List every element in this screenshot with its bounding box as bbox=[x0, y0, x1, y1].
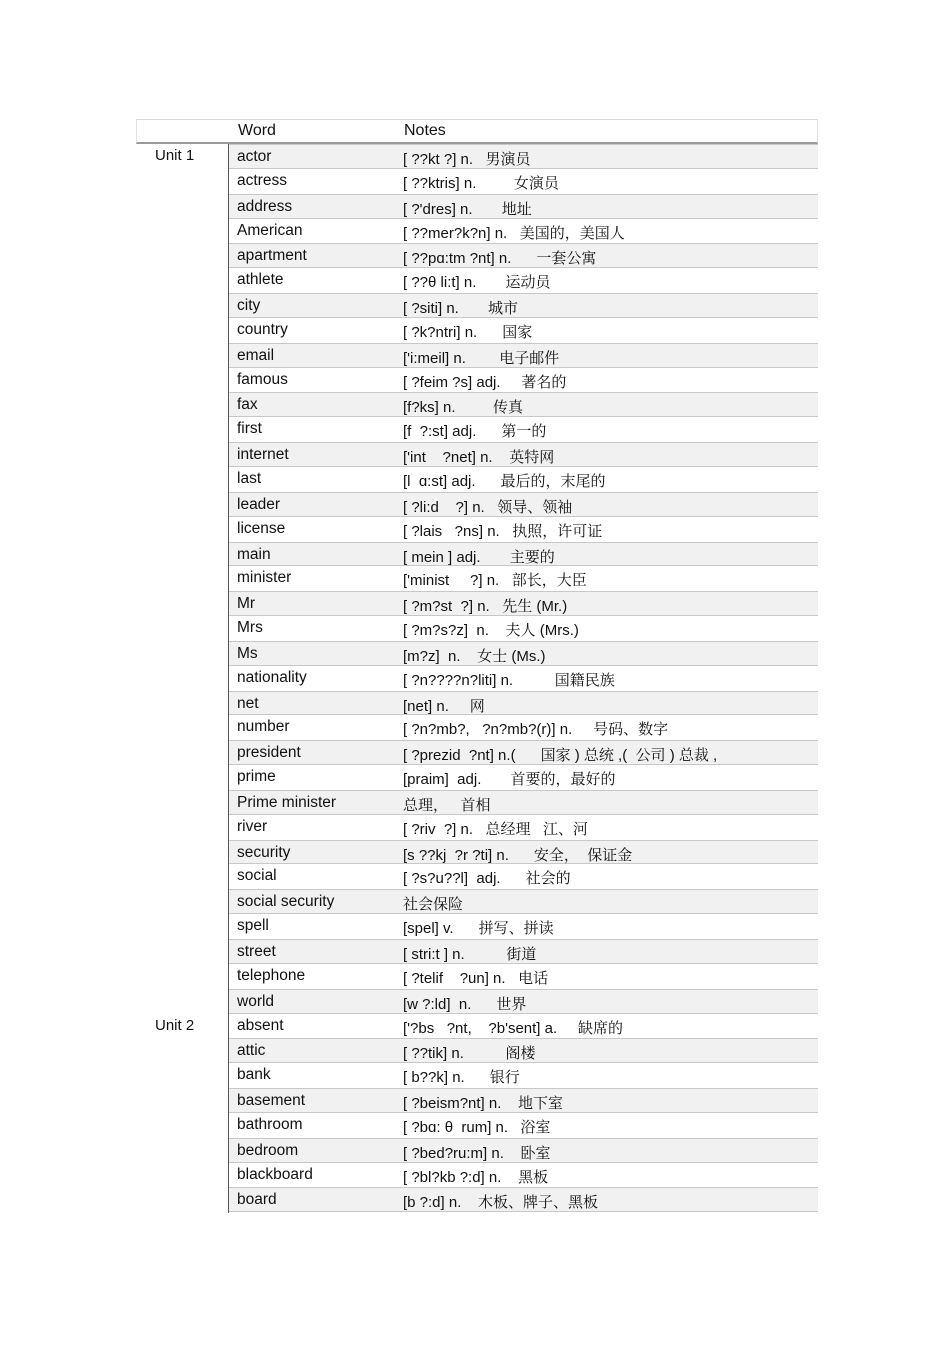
word-cell: number bbox=[237, 718, 290, 736]
notes-cell: [l ɑ:st] adj. 最后的，末尾的 bbox=[403, 472, 606, 490]
notes-cell: [s ??kj ?r ?ti] n. 安全， 保证金 bbox=[403, 846, 633, 864]
word-cell: first bbox=[237, 420, 262, 438]
word-cell: fax bbox=[237, 396, 258, 414]
word-cell: license bbox=[237, 519, 286, 537]
notes-cell: ['int ?net] n. 英特网 bbox=[403, 449, 555, 467]
word-cell: leader bbox=[237, 495, 281, 513]
table-row bbox=[229, 914, 818, 939]
word-cell: social bbox=[237, 867, 277, 885]
word-cell: last bbox=[237, 469, 262, 487]
notes-cell: [ ?riv ?] n. 总经理 江、河 bbox=[403, 820, 589, 838]
table-row bbox=[229, 1038, 818, 1063]
word-cell: American bbox=[237, 221, 303, 239]
table-row bbox=[229, 194, 818, 219]
notes-cell: ['?bs ?nt, ?b'sent] a. 缺席的 bbox=[403, 1019, 623, 1037]
table-row bbox=[229, 566, 818, 591]
table-row bbox=[229, 417, 818, 442]
table-row bbox=[229, 243, 818, 268]
table-row bbox=[229, 790, 818, 815]
table-row bbox=[229, 368, 818, 393]
table-row bbox=[229, 1163, 818, 1188]
notes-cell: [ ??kt ?] n. 男演员 bbox=[403, 151, 531, 168]
notes-cell: [ ?siti] n. 城市 bbox=[403, 300, 519, 318]
table-row bbox=[229, 318, 818, 343]
table-row bbox=[229, 1187, 818, 1212]
notes-cell: [f ?:st] adj. 第一的 bbox=[403, 423, 547, 441]
notes-cell: 总理， 首相 bbox=[403, 796, 491, 814]
notes-cell: [ ?bed?ru:m] n. 卧室 bbox=[403, 1144, 551, 1162]
notes-cell: [ mein ] adj. 主要的 bbox=[403, 548, 555, 566]
notes-cell: ['minist ?] n. 部长，大臣 bbox=[403, 572, 587, 590]
table-row bbox=[229, 219, 818, 244]
notes-cell: [ ?k?ntri] n. 国家 bbox=[403, 323, 533, 341]
notes-cell: [ ?n?mb?, ?n?mb?(r)] n. 号码、数字 bbox=[403, 721, 669, 739]
notes-cell: [praim] adj. 首要的，最好的 bbox=[403, 771, 616, 789]
notes-cell: [ ?beism?nt] n. 地下室 bbox=[403, 1095, 564, 1113]
word-cell: spell bbox=[237, 917, 269, 935]
table-row bbox=[229, 1014, 818, 1039]
notes-cell: [ ??tik] n. 阁楼 bbox=[403, 1045, 536, 1063]
unit-label: Unit 1 bbox=[155, 147, 195, 164]
notes-cell: ['i:meil] n. 电子邮件 bbox=[403, 349, 560, 367]
notes-cell: [ ?s?u??l] adj. 社会的 bbox=[403, 870, 571, 888]
word-cell: actor bbox=[237, 148, 272, 165]
word-cell: internet bbox=[237, 446, 289, 464]
table-row bbox=[229, 666, 818, 691]
notes-cell: [ ??mer?k?n] n. 美国的，美国人 bbox=[403, 224, 625, 242]
table-row bbox=[229, 442, 818, 467]
unit-label: Unit 2 bbox=[155, 1016, 195, 1034]
table-row bbox=[229, 144, 818, 169]
table-header bbox=[136, 119, 818, 144]
word-cell: Ms bbox=[237, 644, 258, 662]
table-row bbox=[229, 815, 818, 840]
table-row bbox=[229, 964, 818, 989]
table-row bbox=[229, 864, 818, 889]
notes-cell: [ ?bɑ: θ rum] n. 浴室 bbox=[403, 1118, 551, 1136]
notes-cell: [ stri:t ] n. 街道 bbox=[403, 946, 537, 963]
word-cell: blackboard bbox=[237, 1165, 313, 1183]
table-row bbox=[229, 1113, 818, 1138]
word-cell: net bbox=[237, 694, 259, 712]
notes-cell: [b ?:d] n. 木板、牌子、黑板 bbox=[403, 1194, 599, 1212]
table-row bbox=[229, 939, 818, 964]
table-row bbox=[229, 268, 818, 293]
word-cell: famous bbox=[237, 370, 288, 388]
notes-cell: [ ?feim ?s] adj. 著名的 bbox=[403, 373, 567, 391]
table-row bbox=[229, 542, 818, 567]
table-row bbox=[229, 740, 818, 765]
table-row bbox=[229, 616, 818, 641]
table-row bbox=[229, 1088, 818, 1113]
notes-cell: [w ?:ld] n. 世界 bbox=[403, 995, 527, 1013]
notes-cell: [ ??θ li:t] n. 运动员 bbox=[403, 274, 551, 292]
word-cell: telephone bbox=[237, 966, 306, 984]
table-row bbox=[229, 492, 818, 517]
notes-cell: [ ?prezid ?nt] n.( 国家 ) 总统 ,( 公司 ) 总裁 , bbox=[403, 747, 718, 765]
notes-cell: [ ?'dres] n. 地址 bbox=[403, 200, 532, 218]
word-cell: Mr bbox=[237, 595, 256, 613]
word-cell: address bbox=[237, 197, 293, 215]
notes-cell: [ ?telif ?un] n. 电话 bbox=[403, 969, 549, 987]
notes-cell: [net] n. 网 bbox=[403, 697, 485, 715]
table-row bbox=[229, 343, 818, 368]
word-cell: president bbox=[237, 744, 301, 762]
word-cell: bank bbox=[237, 1066, 271, 1084]
unit-column bbox=[136, 144, 229, 1213]
table-row bbox=[229, 765, 818, 790]
word-cell: bathroom bbox=[237, 1115, 303, 1133]
notes-cell: [ ?lais ?ns] n. 执照，许可证 bbox=[403, 522, 603, 540]
word-cell: athlete bbox=[237, 271, 284, 289]
notes-cell: [ ?bl?kb ?:d] n. 黑板 bbox=[403, 1168, 549, 1186]
word-cell: board bbox=[237, 1191, 277, 1209]
notes-cell: [spel] v. 拼写、拼读 bbox=[403, 920, 554, 938]
word-cell: basement bbox=[237, 1092, 306, 1110]
table-row bbox=[229, 392, 818, 417]
word-cell: river bbox=[237, 817, 268, 835]
notes-cell: [ ??pɑ:tm ?nt] n. 一套公寓 bbox=[403, 250, 597, 268]
word-cell: bedroom bbox=[237, 1141, 299, 1159]
word-cell: absent bbox=[237, 1016, 284, 1034]
notes-cell: 社会保险 bbox=[403, 896, 464, 914]
word-cell: attic bbox=[237, 1042, 266, 1060]
word-cell: world bbox=[237, 992, 275, 1010]
word-cell: security bbox=[237, 843, 291, 861]
notes-cell: [ ?n????n?liti] n. 国籍民族 bbox=[403, 671, 615, 689]
notes-cell: [ ?m?st ?] n. 先生 (Mr.) bbox=[403, 598, 568, 616]
word-cell: city bbox=[237, 297, 261, 315]
word-cell: email bbox=[237, 346, 275, 364]
table-row bbox=[229, 840, 818, 865]
word-cell: Mrs bbox=[237, 619, 263, 637]
table-row bbox=[229, 1063, 818, 1088]
table-rows bbox=[229, 144, 818, 1212]
table-row bbox=[229, 1138, 818, 1163]
table-row bbox=[229, 293, 818, 318]
word-cell: country bbox=[237, 320, 288, 338]
notes-column-header: Notes bbox=[404, 122, 446, 139]
notes-cell: [ ??ktris] n. 女演员 bbox=[403, 174, 559, 192]
vocabulary-table bbox=[136, 119, 818, 1212]
word-cell: Prime minister bbox=[237, 793, 337, 811]
table-row bbox=[229, 169, 818, 194]
word-cell: actress bbox=[237, 171, 287, 189]
word-cell: apartment bbox=[237, 247, 307, 265]
notes-cell: [ ?li:d ?] n. 领导、领袖 bbox=[403, 498, 573, 516]
word-cell: street bbox=[237, 943, 276, 960]
table-row bbox=[229, 889, 818, 914]
table-row bbox=[229, 641, 818, 666]
table-row bbox=[229, 591, 818, 616]
notes-cell: [ ?m?s?z] n. 夫人 (Mrs.) bbox=[403, 622, 579, 640]
word-cell: main bbox=[237, 545, 271, 563]
notes-cell: [f?ks] n. 传真 bbox=[403, 399, 524, 417]
word-cell: minister bbox=[237, 569, 292, 587]
table-row bbox=[229, 715, 818, 740]
word-column-header: Word bbox=[238, 122, 276, 139]
table-row bbox=[229, 467, 818, 492]
table-row bbox=[229, 989, 818, 1014]
notes-cell: [m?z] n. 女士 (Ms.) bbox=[403, 647, 546, 665]
table-row bbox=[229, 691, 818, 716]
notes-cell: [ b??k] n. 银行 bbox=[403, 1069, 520, 1087]
word-cell: prime bbox=[237, 768, 276, 786]
word-cell: social security bbox=[237, 893, 335, 911]
table-row bbox=[229, 517, 818, 542]
word-cell: nationality bbox=[237, 668, 307, 686]
